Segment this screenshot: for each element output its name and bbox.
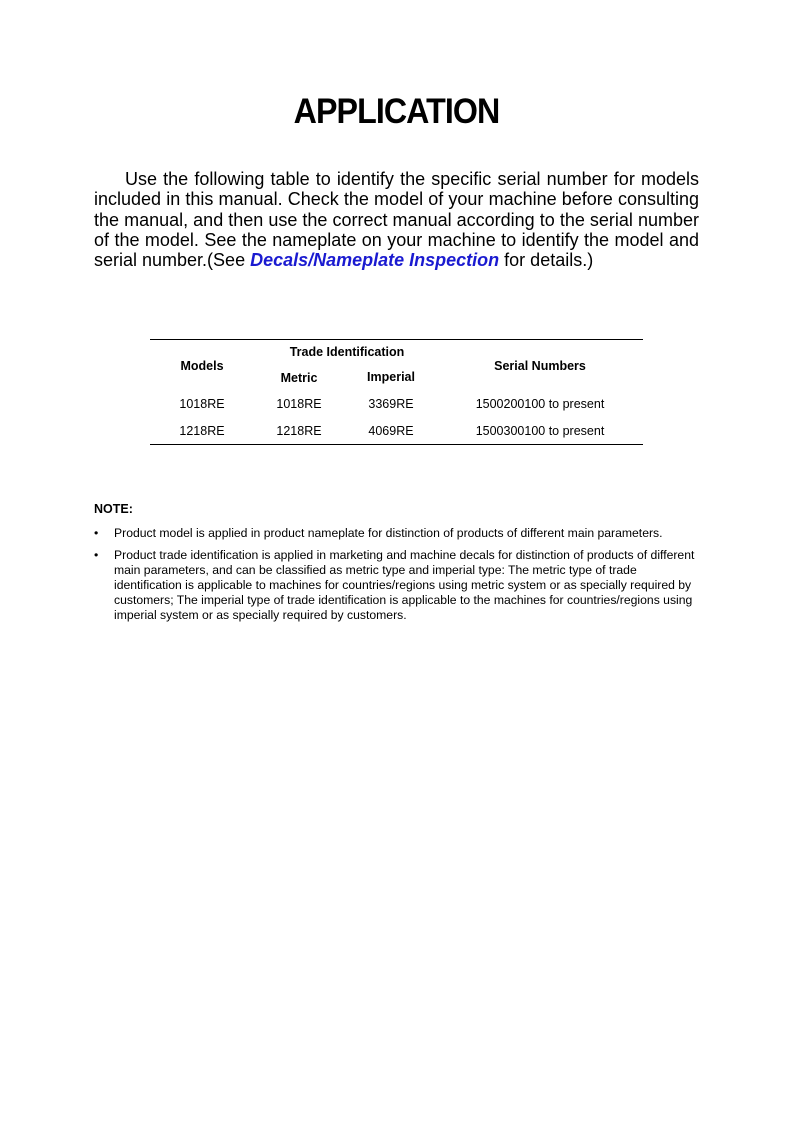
cell-imperial: 4069RE <box>368 424 414 438</box>
cell-metric: 1218RE <box>276 424 322 438</box>
intro-text: Use the following table to identify the specific serial number for models included in this manual. Check the model of your machine before consulting the manual, and then use the correct manual according to the serial number of the model. See the nameplate on your machine to identify the model and serial number.(See <box>94 169 699 271</box>
decals-nameplate-link[interactable]: Decals/Nameplate Inspection <box>250 250 500 271</box>
header-serial-numbers: Serial Numbers <box>494 359 586 373</box>
header-imperial: Imperial <box>367 370 415 384</box>
note-list <box>94 526 698 630</box>
note-text: Product trade identification is applied in marketing and machine decals for distinction of products of different main parameters, and can be classified as metric type and imperial type: The metric type of trade identification is applicable to machines for countries/regions using metric system or as specially required by customers; The imperial type of trade identification is applicable to the machines for countries/regions using imperial system or as specially required by customers. <box>114 548 695 622</box>
header-models: Models <box>180 359 224 373</box>
cell-serial: 1500300100 to present <box>475 424 605 438</box>
note-item <box>94 548 698 623</box>
header-trade-identification: Trade Identification <box>289 345 405 359</box>
table-top-rule <box>150 339 643 340</box>
cell-imperial: 3369RE <box>368 397 414 411</box>
table-bottom-rule <box>150 444 643 445</box>
bullet-icon: • <box>94 548 99 562</box>
intro-text-end: for details.) <box>499 250 594 271</box>
header-metric: Metric <box>280 371 318 385</box>
note-text: Product model is applied in product nameplate for distinction of products of different main parameters. <box>114 526 663 540</box>
cell-model: 1218RE <box>179 424 225 438</box>
cell-metric: 1018RE <box>276 397 322 411</box>
bullet-icon: • <box>94 526 99 540</box>
cell-serial: 1500200100 to present <box>475 397 605 411</box>
note-item <box>94 526 698 541</box>
note-heading: NOTE: <box>94 502 133 516</box>
intro-paragraph <box>94 169 699 270</box>
page-title: APPLICATION <box>293 92 500 131</box>
cell-model: 1018RE <box>179 397 225 411</box>
